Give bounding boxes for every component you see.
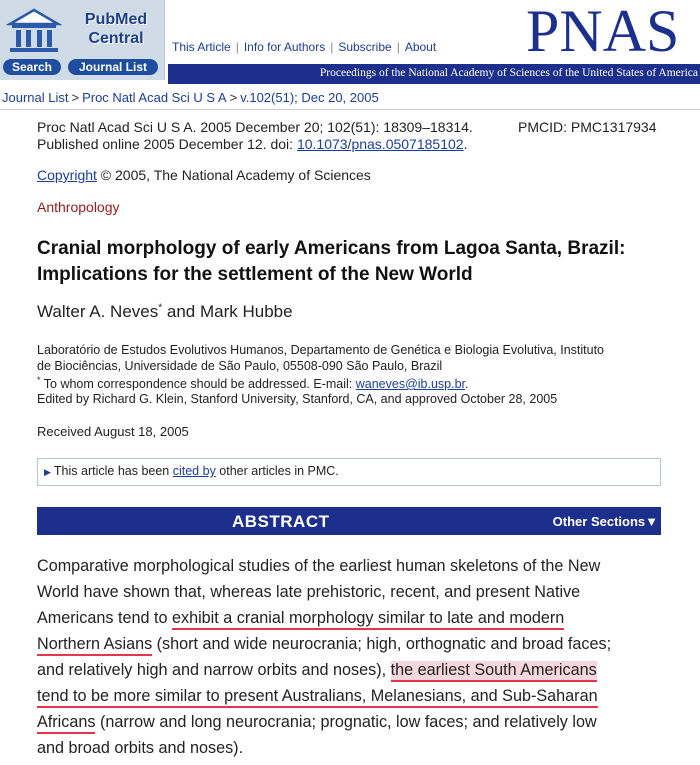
pnas-tagline-bar <box>168 64 700 84</box>
published-prefix: Published online 2005 December 12. doi: <box>37 136 297 152</box>
correspondence-text: To whom correspondence should be addressed. E-mail: <box>40 377 356 392</box>
abstract-text: (short and wide neurocrania; high, orthognatic and broad faces; <box>152 635 612 653</box>
abstract-line <box>37 683 598 709</box>
correspondence-asterisk: * <box>37 375 41 385</box>
received-date: Received August 18, 2005 <box>37 424 189 439</box>
info-for-authors-link[interactable]: Info for Authors <box>243 40 326 54</box>
authors <box>37 302 293 322</box>
underlined-phrase: Africans <box>37 713 95 734</box>
published-online <box>37 136 467 152</box>
doi-link[interactable]: 10.1073/pnas.0507185102 <box>296 136 464 152</box>
underlined-phrase: tend to be more similar to present Australians, Melanesians, and Sub-Saharan <box>37 687 598 708</box>
search-button[interactable]: Search <box>3 59 61 75</box>
abstract-line <box>37 709 597 735</box>
edited-by: Edited by Richard G. Klein, Stanford University, Stanford, CA, and approved October 28, 2005 <box>37 392 558 406</box>
breadcrumb <box>2 90 379 105</box>
divider <box>0 109 700 110</box>
cited-by-box <box>37 458 661 486</box>
cited-prefix: This article has been <box>53 464 173 478</box>
author-hubbe: and Mark Hubbe <box>162 302 293 321</box>
affiliation-line1: Laboratório de Estudos Evolutivos Humanos, Departamento de Genética e Biologia Evolutiva, Instituto <box>37 343 604 357</box>
nav-separator: | <box>235 40 239 54</box>
underlined-phrase: exhibit a cranial morphology similar to late and modern <box>172 609 564 630</box>
affiliation-line2: de Biociências, Universidade de São Paulo, 05508-090 São Paulo, Brazil <box>37 359 443 373</box>
other-sections-dropdown[interactable]: Other Sections▼ <box>552 514 658 529</box>
abstract-line: Comparative morphological studies of the earliest human skeletons of the New <box>37 557 601 575</box>
pmc-title-line2: Central <box>88 30 144 47</box>
abstract-text: (narrow and long neurocrania; prognatic, low faces; and relatively low <box>95 713 597 731</box>
author-neves: Walter A. Neves <box>37 302 159 321</box>
breadcrumb-journal[interactable]: Proc Natl Acad Sci U S A <box>82 90 227 105</box>
correspondence-mark: * <box>158 302 163 314</box>
breadcrumb-separator: > <box>229 90 238 105</box>
abstract-text: and relatively high and narrow orbits and noses), <box>37 661 391 679</box>
breadcrumb-journal-list[interactable]: Journal List <box>2 90 69 105</box>
abstract-line: and broad orbits and noses). <box>37 739 244 757</box>
site-header <box>0 0 700 84</box>
abstract-line <box>37 605 564 631</box>
copyright-link[interactable]: Copyright <box>37 167 97 183</box>
email-link[interactable]: waneves@ib.usp.br <box>355 377 466 392</box>
pubmed-central-logo[interactable] <box>0 0 165 80</box>
library-building-icon <box>6 6 62 56</box>
breadcrumb-issue[interactable]: v.102(51); Dec 20, 2005 <box>240 90 379 105</box>
copyright-text: © 2005, The National Academy of Sciences <box>96 167 371 183</box>
correspondence-end: . <box>465 377 469 392</box>
pmcid: PMCID: PMC1317934 <box>518 119 657 135</box>
abstract-line <box>37 657 597 683</box>
abstract-line <box>37 631 611 657</box>
breadcrumb-separator: > <box>71 90 80 105</box>
top-nav <box>172 40 436 54</box>
abstract-heading: ABSTRACT <box>232 512 330 531</box>
citation: Proc Natl Acad Sci U S A. 2005 December 20; 102(51): 18309–18314. <box>37 119 473 135</box>
triangle-right-icon[interactable]: ▶ <box>44 467 51 477</box>
cited-by-link[interactable]: cited by <box>172 464 216 478</box>
cited-by-text <box>44 464 339 478</box>
nav-separator: | <box>330 40 334 54</box>
abstract-header <box>37 507 661 535</box>
pmc-title <box>70 10 162 48</box>
published-suffix: . <box>463 136 468 152</box>
article-category: Anthropology <box>37 199 120 215</box>
pnas-tagline: Proceedings of the National Academy of Sciences of the United States of America <box>319 67 698 79</box>
about-link[interactable]: About <box>404 40 437 54</box>
copyright-line <box>37 167 371 183</box>
this-article-link[interactable]: This Article <box>172 40 231 54</box>
journal-list-button[interactable]: Journal List <box>68 59 158 75</box>
abstract-line: World have shown that, whereas late prehistoric, recent, and present Native <box>37 583 581 601</box>
pnas-logo[interactable]: PNAS <box>526 0 680 64</box>
pmc-title-line1: PubMed <box>84 11 148 28</box>
nav-separator: | <box>396 40 400 54</box>
underlined-phrase: Northern Asians <box>37 635 152 656</box>
highlighted-phrase: the earliest South Americans <box>391 661 597 682</box>
subscribe-link[interactable]: Subscribe <box>338 40 392 54</box>
cited-suffix: other articles in PMC. <box>215 464 339 478</box>
correspondence <box>37 375 469 391</box>
article-title: Cranial morphology of early Americans from Lagoa Santa, Brazil: Implications for the settlement of the New World <box>37 238 626 285</box>
abstract-text: Americans tend to <box>37 609 172 627</box>
